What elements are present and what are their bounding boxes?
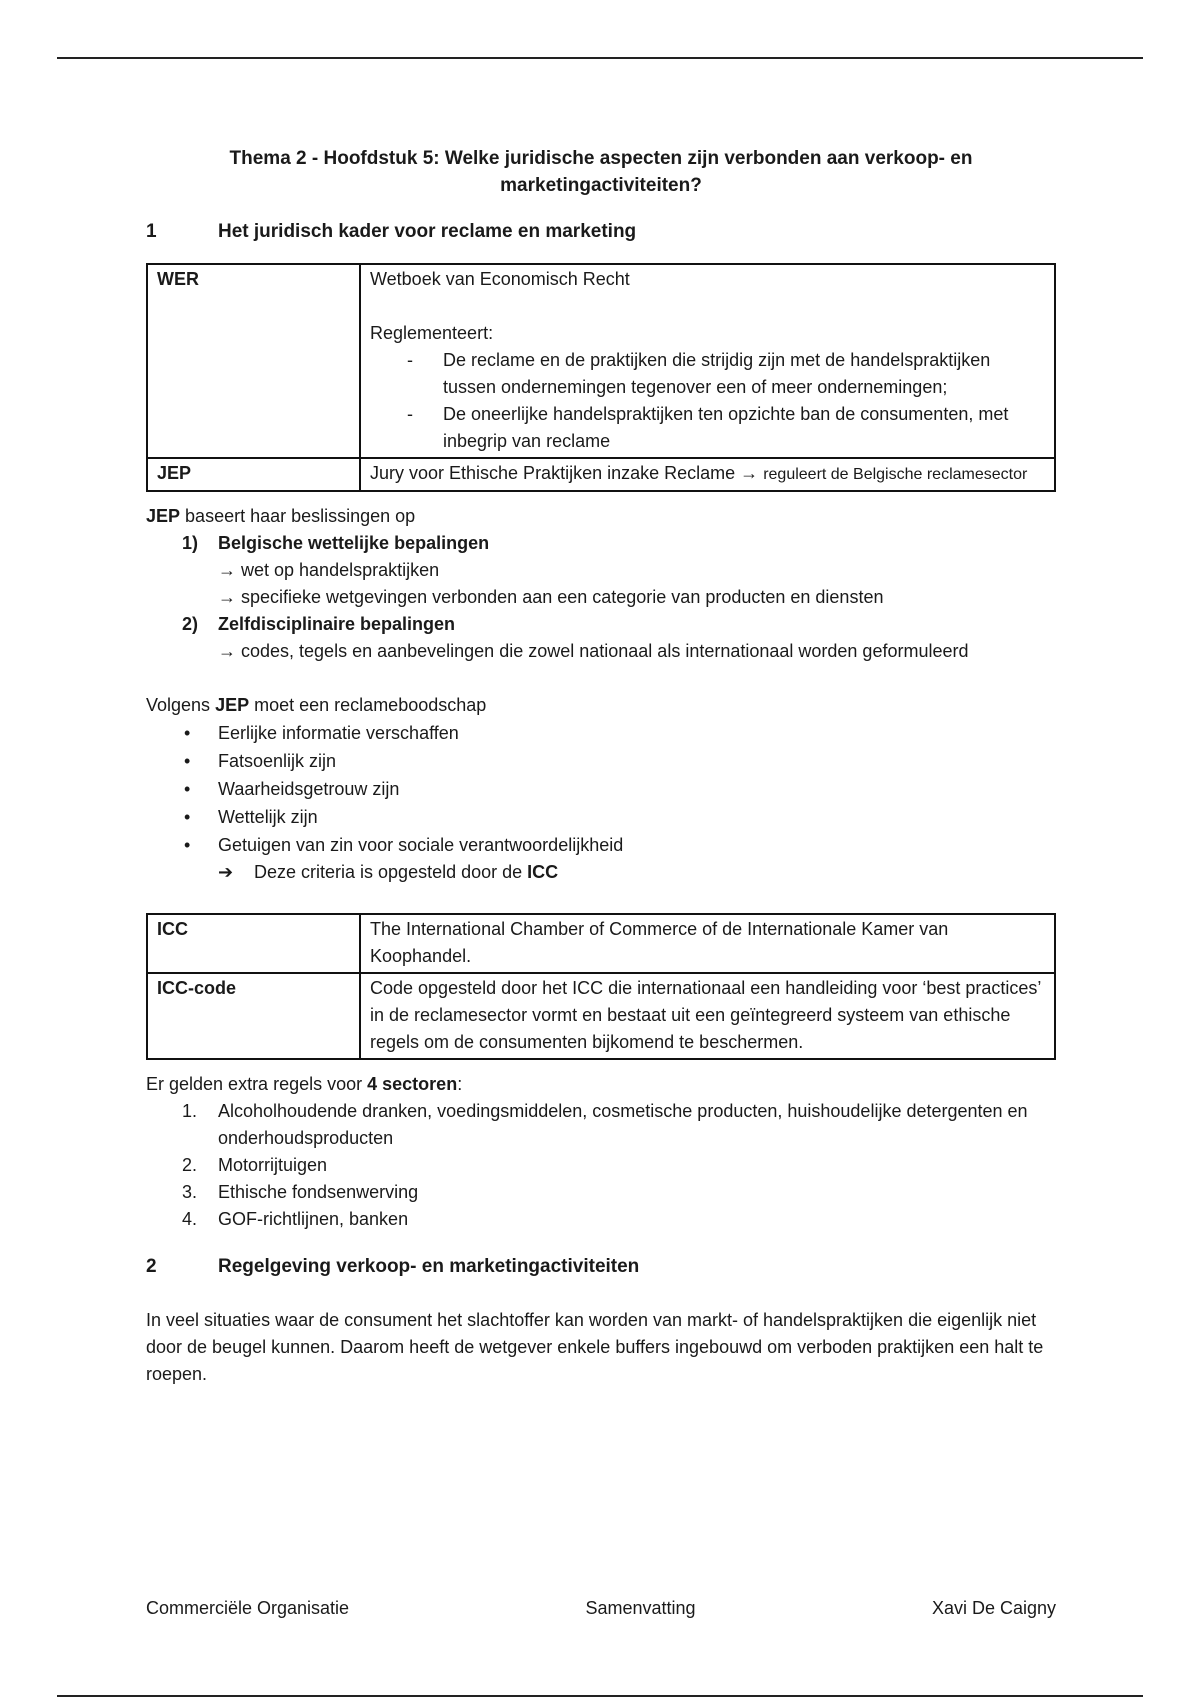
list-heading: Belgische wettelijke bepalingen: [218, 533, 490, 553]
criteria-list: [146, 719, 1056, 859]
list-item: - De reclame en de praktijken die strijdig zijn met de handelspraktijken tussen ondernemingen tegenover een of meer ondernemingen;: [370, 347, 1045, 401]
sectors-list: [146, 1098, 1056, 1233]
list-item: [146, 1098, 1056, 1152]
definition-text: Wetboek van Economisch Recht: [370, 269, 630, 289]
definition-text: Jury voor Ethische Praktijken inzake Reclame: [370, 463, 736, 483]
definition-cell: The International Chamber of Commerce of de Internationale Kamer van Koophandel.: [360, 914, 1055, 973]
list-number: 1.: [182, 1101, 198, 1121]
list-item: [146, 1206, 1056, 1233]
page-title: Thema 2 - Hoofdstuk 5: Welke juridische aspecten zijn verbonden aan verkoop- en marketingactiviteiten?: [229, 148, 973, 196]
bold-term: JEP: [215, 695, 250, 715]
list-item: [146, 1152, 1056, 1179]
definition-cell: [360, 458, 1055, 491]
section-2-heading: [146, 1253, 1056, 1280]
bold-term: 4 sectoren: [367, 1074, 458, 1094]
term-cell: JEP: [147, 458, 360, 491]
jep-basis-list: [146, 530, 1056, 665]
list-item: • Wettelijk zijn: [146, 803, 1056, 831]
list-number: 4.: [182, 1209, 198, 1229]
intro-text: Volgens: [146, 695, 211, 715]
arrow-icon: →: [740, 463, 759, 483]
section-title: Regelgeving verkoop- en marketingactiviteiten: [218, 1256, 640, 1277]
volgens-intro: [146, 692, 1056, 719]
definition-cell: [360, 264, 1055, 458]
arrow-line: → wet op handelspraktijken: [218, 560, 440, 580]
list-item: [146, 1179, 1056, 1206]
term-cell: ICC: [147, 914, 360, 973]
footer-left: Commerciële Organisatie: [146, 1598, 350, 1618]
table-row: [147, 264, 1055, 458]
bold-term: ICC: [527, 862, 559, 882]
arrow-line: → specifieke wetgevingen verbonden aan een categorie van producten en diensten: [218, 587, 884, 607]
criteria-note: [146, 859, 1056, 886]
list-item: • Getuigen van zin voor sociale verantwoordelijkheid: [146, 831, 1056, 859]
dash-list: [370, 347, 1045, 455]
bottom-rule: [57, 1695, 1143, 1697]
intro-text: baseert haar beslissingen op: [185, 506, 416, 526]
table-row: [147, 914, 1055, 973]
section-2-paragraph: In veel situaties waar de consument het slachtoffer kan worden van markt- of handelspraktijken die eigenlijk niet door de beugel kunnen. Daarom heeft de wetgever enkele buffers ingebouwd om verboden praktijken een halt te roepen.: [146, 1310, 1044, 1384]
list-text: Alcoholhoudende dranken, voedingsmiddelen, cosmetische producten, huishoudelijke detergenten en onderhoudsproducten: [218, 1101, 1028, 1148]
sectors-intro: [146, 1071, 1056, 1098]
definition-cell: Code opgesteld door het ICC die internationaal een handleiding voor ‘best practices’ in de reclamesector vormt en bestaat uit een geïntegreerd systeem van ethische regels om de consumenten bijkomend te beschermen.: [360, 973, 1055, 1059]
table-row: [147, 458, 1055, 491]
list-item: • Fatsoenlijk zijn: [146, 747, 1056, 775]
footer-right: Xavi De Caigny: [931, 1598, 1056, 1618]
section-title: Het juridisch kader voor reclame en marketing: [218, 221, 637, 242]
list-number: 2): [182, 614, 199, 634]
list-text: Motorrijtuigen: [218, 1155, 328, 1175]
list-item: [146, 611, 1056, 665]
arrow-line: → codes, tegels en aanbevelingen die zowel nationaal als internationaal worden geformuleerd: [218, 641, 969, 661]
note-text: Deze criteria is opgesteld door de: [254, 862, 523, 882]
page-footer: [146, 1598, 1056, 1619]
definition-text: reguleert de Belgische reclamesector: [763, 466, 1028, 483]
document-body: [146, 145, 1056, 1388]
intro-text: moet een reclameboodschap: [254, 695, 487, 715]
term-cell: ICC-code: [147, 973, 360, 1059]
top-rule: [57, 57, 1143, 59]
list-item: - De oneerlijke handelspraktijken ten opzichte ban de consumenten, met inbegrip van reclame: [370, 401, 1045, 455]
list-number: 1): [182, 533, 199, 553]
arrow-icon: ➔: [218, 862, 234, 882]
footer-center: Samenvatting: [585, 1598, 696, 1618]
list-text: GOF-richtlijnen, banken: [218, 1209, 409, 1229]
intro-text: :: [457, 1074, 463, 1094]
definition-text: Reglementeert:: [370, 323, 494, 343]
list-heading: Zelfdisciplinaire bepalingen: [218, 614, 456, 634]
term-cell: WER: [147, 264, 360, 458]
intro-text: Er gelden extra regels voor: [146, 1074, 363, 1094]
definition-table-1: [146, 263, 1056, 492]
section-number: 2: [146, 1256, 157, 1277]
section-1-heading: [146, 218, 1056, 245]
list-item: [146, 530, 1056, 611]
list-number: 2.: [182, 1155, 198, 1175]
section-number: 1: [146, 221, 157, 242]
list-item: • Eerlijke informatie verschaffen: [146, 719, 1056, 747]
bold-term: JEP: [146, 506, 181, 526]
definition-table-2: [146, 913, 1056, 1060]
table-row: [147, 973, 1055, 1059]
list-text: Ethische fondsenwerving: [218, 1182, 419, 1202]
jep-intro: [146, 503, 1056, 530]
list-item: • Waarheidsgetrouw zijn: [146, 775, 1056, 803]
list-number: 3.: [182, 1182, 198, 1202]
